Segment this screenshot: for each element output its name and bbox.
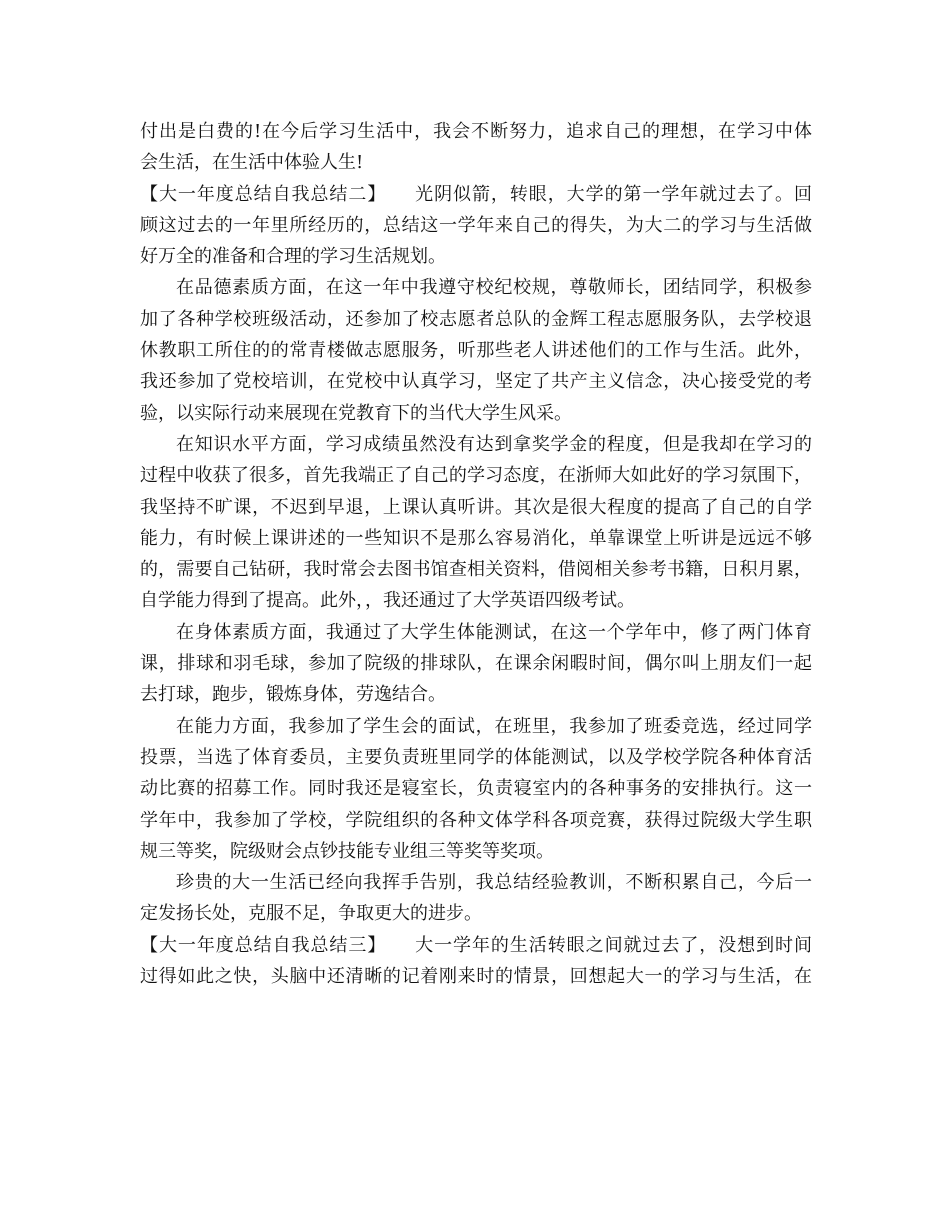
text-line: 的，需要自己钻研，我时常会去图书馆查相关资料，借阅相关参考书籍，日积月累， [140, 559, 812, 581]
text-line: 顾这过去的一年里所经历的，总结这一学年来自己的得失，为大二的学习与生活做 [140, 214, 812, 236]
text-line: 投票，当选了体育委员，主要负责班里同学的体能测试，以及学校学院各种体育活 [140, 746, 812, 768]
text-line: 会生活，在生活中体验人生! [140, 152, 364, 174]
text-line: 好万全的准备和合理的学习生活规划。 [140, 246, 446, 268]
text-line: 付出是白费的!在今后学习生活中，我会不断努力，追求自己的理想，在学习中体 [140, 121, 812, 142]
document-body [140, 116, 812, 992]
text-line: 学年中，我参加了学校，学院组织的各种文体学科各项竞赛，获得过院级大学生职 [140, 809, 812, 831]
text-line: 在能力方面，我参加了学生会的面试，在班里，我参加了班委竞选，经过同学 [176, 715, 812, 737]
text-line: 在品德素质方面，在这一年中我遵守校纪校规，尊敬师长，团结同学，积极参 [176, 277, 812, 299]
text-line: 珍贵的大一生活已经向我挥手告别，我总结经验教训，不断积累自己，今后一 [176, 872, 812, 894]
text-line: 动比赛的招募工作。同时我还是寝室长，负责寝室内的各种事务的安排执行。这一 [140, 778, 812, 800]
text-line: 我坚持不旷课，不迟到早退，上课认真听讲。其次是很大程度的提高了自己的自学 [140, 496, 812, 518]
text-line: 去打球，跑步，锻炼身体，劳逸结合。 [140, 684, 446, 706]
text-line: 能力，有时候上课讲述的一些知识不是那么容易消化，单靠课堂上听讲是远远不够 [140, 527, 812, 549]
text-line: 我还参加了党校培训，在党校中认真学习，坚定了共产主义信念，决心接受党的考 [140, 371, 812, 393]
text-line: 在身体素质方面，我通过了大学生体能测试，在这一个学年中，修了两门体育 [176, 621, 812, 643]
text-line: 定发扬长处，克服不足，争取更大的进步。 [140, 903, 482, 925]
text-line: 课，排球和羽毛球，参加了院级的排球队，在课余闲暇时间，偶尔叫上朋友们一起 [140, 653, 812, 675]
text-line: 休教职工所住的的常青楼做志愿服务，听那些老人讲述他们的工作与生活。此外， [140, 340, 812, 362]
text-line: 过程中收获了很多，首先我端正了自己的学习态度，在浙师大如此好的学习氛围下， [140, 465, 812, 487]
text-line: 加了各种学校班级活动，还参加了校志愿者总队的金辉工程志愿服务队，去学校退 [140, 308, 812, 330]
text-line: 在知识水平方面，学习成绩虽然没有达到拿奖学金的程度，但是我却在学习的 [176, 433, 812, 455]
text-line: 自学能力得到了提高。此外，，我还通过了大学英语四级考试。 [140, 590, 635, 612]
text-line: 过得如此之快，头脑中还清晰的记着刚来时的情景，回想起大一的学习与生活，在 [140, 966, 812, 988]
text-line: 【大一年度总结自我总结三】 大一学年的生活转眼之间就过去了，没想到时间 [140, 934, 812, 956]
text-line: 验，以实际行动来展现在党教育下的当代大学生风采。 [140, 402, 572, 424]
text-line: 规三等奖，院级财会点钞技能专业组三等奖等奖项。 [140, 840, 554, 862]
text-line: 【大一年度总结自我总结二】 光阴似箭，转眼，大学的第一学年就过去了。回 [140, 183, 812, 205]
